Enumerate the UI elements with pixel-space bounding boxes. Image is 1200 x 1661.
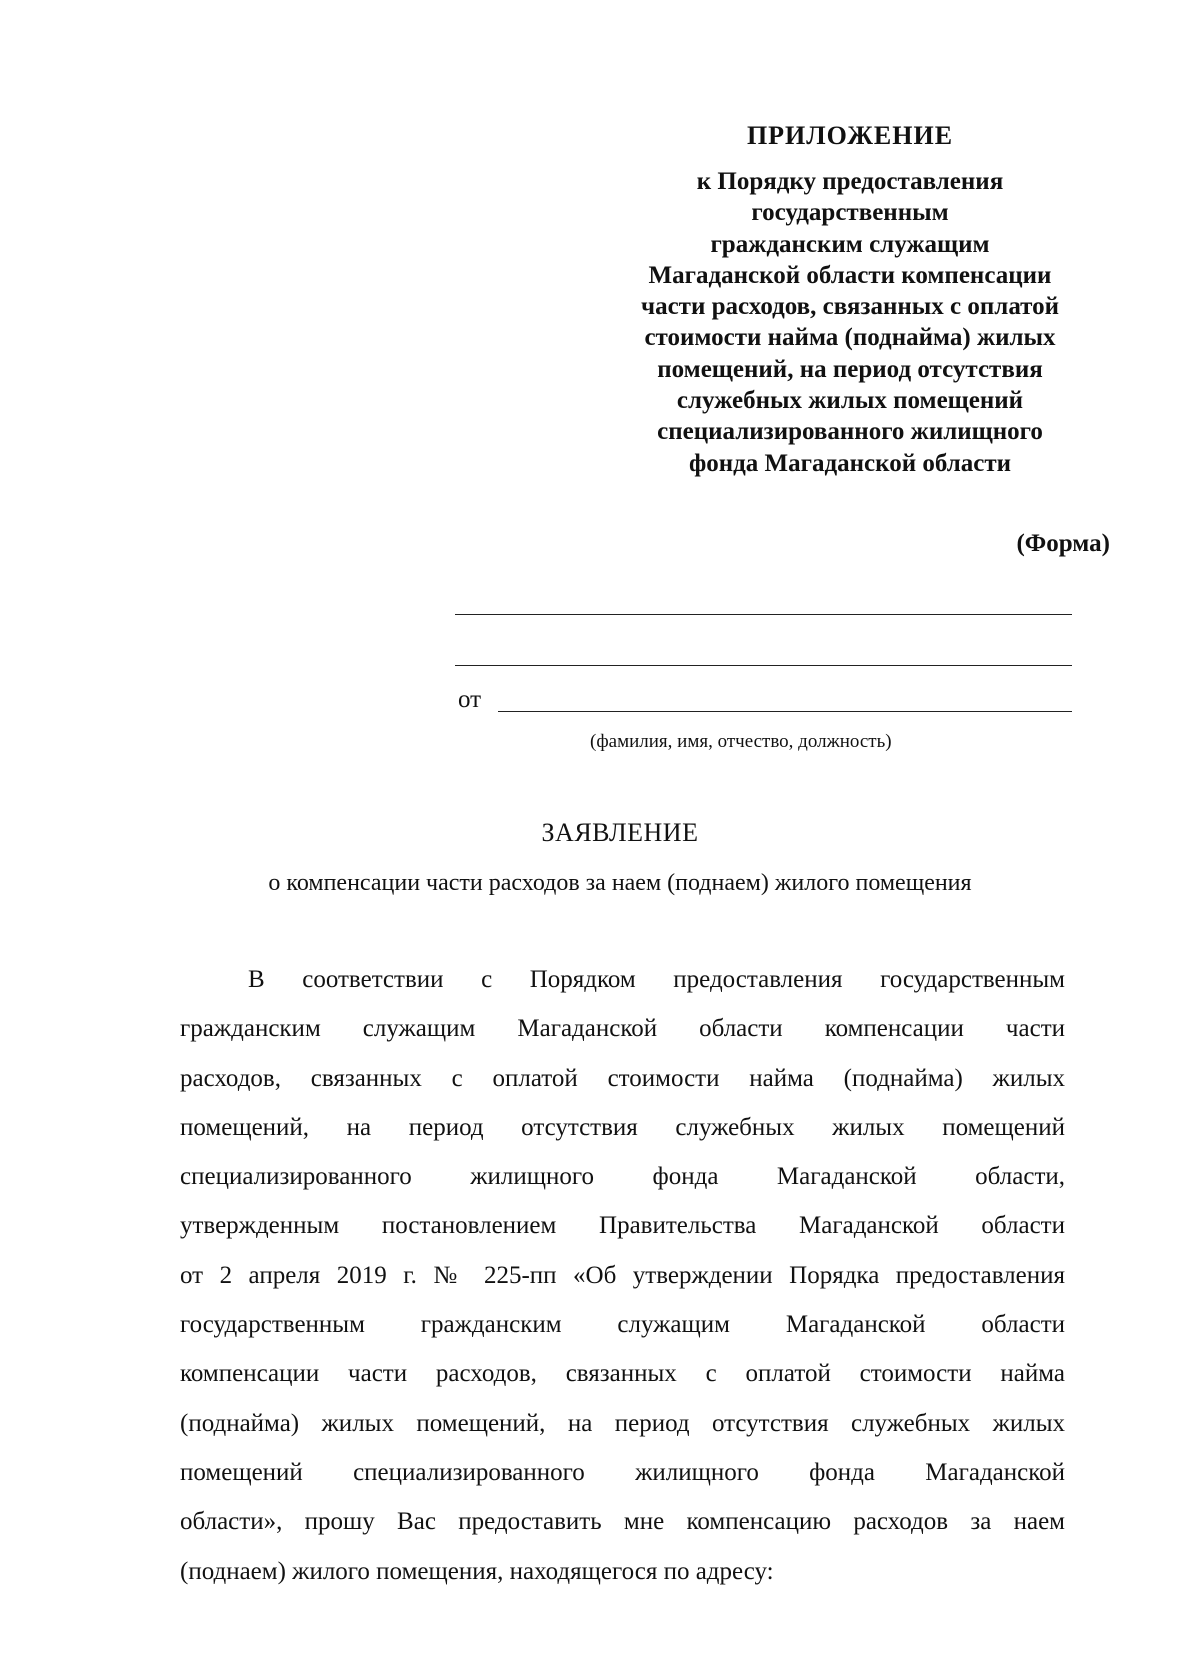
- body-line: компенсации части расходов, связанных с оплатой стоимости найма: [180, 1360, 1065, 1388]
- appendix-line: государственным: [751, 199, 949, 227]
- applicant-caption: (фамилия, имя, отчество, должность): [590, 731, 892, 752]
- appendix-line: служебных жилых помещений: [676, 387, 1024, 415]
- body-line: утвержденным постановлением Правительства Магаданской области: [180, 1212, 1065, 1240]
- body-line: специализированного жилищного фонда Магаданской области,: [180, 1163, 1065, 1191]
- appendix-line: специализированного жилищного: [657, 418, 1043, 446]
- body-line: расходов, связанных с оплатой стоимости найма (поднайма) жилых: [180, 1064, 1065, 1092]
- body-line: государственным гражданским служащим Магаданской области: [180, 1311, 1065, 1339]
- statement-body: [180, 955, 1065, 1596]
- body-line: от 2 апреля 2019 г. № 225-пп «Об утверждении Порядка предоставления: [180, 1261, 1065, 1289]
- body-line: помещений, на период отсутствия служебных жилых помещений: [180, 1113, 1065, 1141]
- appendix-line: к Порядку предоставления: [696, 168, 1004, 195]
- statement-title: ЗАЯВЛЕНИЕ: [541, 818, 699, 847]
- body-line: гражданским служащим Магаданской области компенсации части: [180, 1015, 1065, 1043]
- appendix-line: гражданским служащим: [710, 230, 990, 258]
- appendix-line: Магаданской области компенсации: [648, 261, 1052, 289]
- appendix-heading: ПРИЛОЖЕНИЕ: [746, 121, 954, 150]
- statement-subtitle: о компенсации части расходов за наем (поднаем) жилого помещения: [268, 870, 972, 896]
- addressee-blank-line-2[interactable]: [455, 665, 1072, 666]
- appendix-line: части расходов, связанных с оплатой: [640, 293, 1060, 321]
- appendix-block: [600, 118, 1100, 479]
- body-line: В соответствии с Порядком предоставления государственным: [248, 966, 1065, 993]
- appendix-line: фонда Магаданской области: [688, 449, 1012, 477]
- addressee-blank-line-1[interactable]: [455, 614, 1072, 615]
- appendix-line: стоимости найма (поднайма) жилых: [644, 324, 1056, 352]
- body-line: (поднаем) жилого помещения, находящегося по адресу:: [180, 1557, 774, 1585]
- appendix-line: помещений, на период отсутствия: [657, 355, 1043, 383]
- body-line: помещений специализированного жилищного фонда Магаданской: [180, 1458, 1065, 1486]
- body-line: (поднайма) жилых помещений, на период отсутствия служебных жилых: [180, 1409, 1065, 1437]
- body-line: области», прошу Вас предоставить мне компенсацию расходов за наем: [180, 1508, 1065, 1536]
- form-mark: (Форма): [1016, 530, 1110, 557]
- applicant-blank-line[interactable]: [498, 711, 1072, 712]
- from-label: от: [458, 686, 482, 713]
